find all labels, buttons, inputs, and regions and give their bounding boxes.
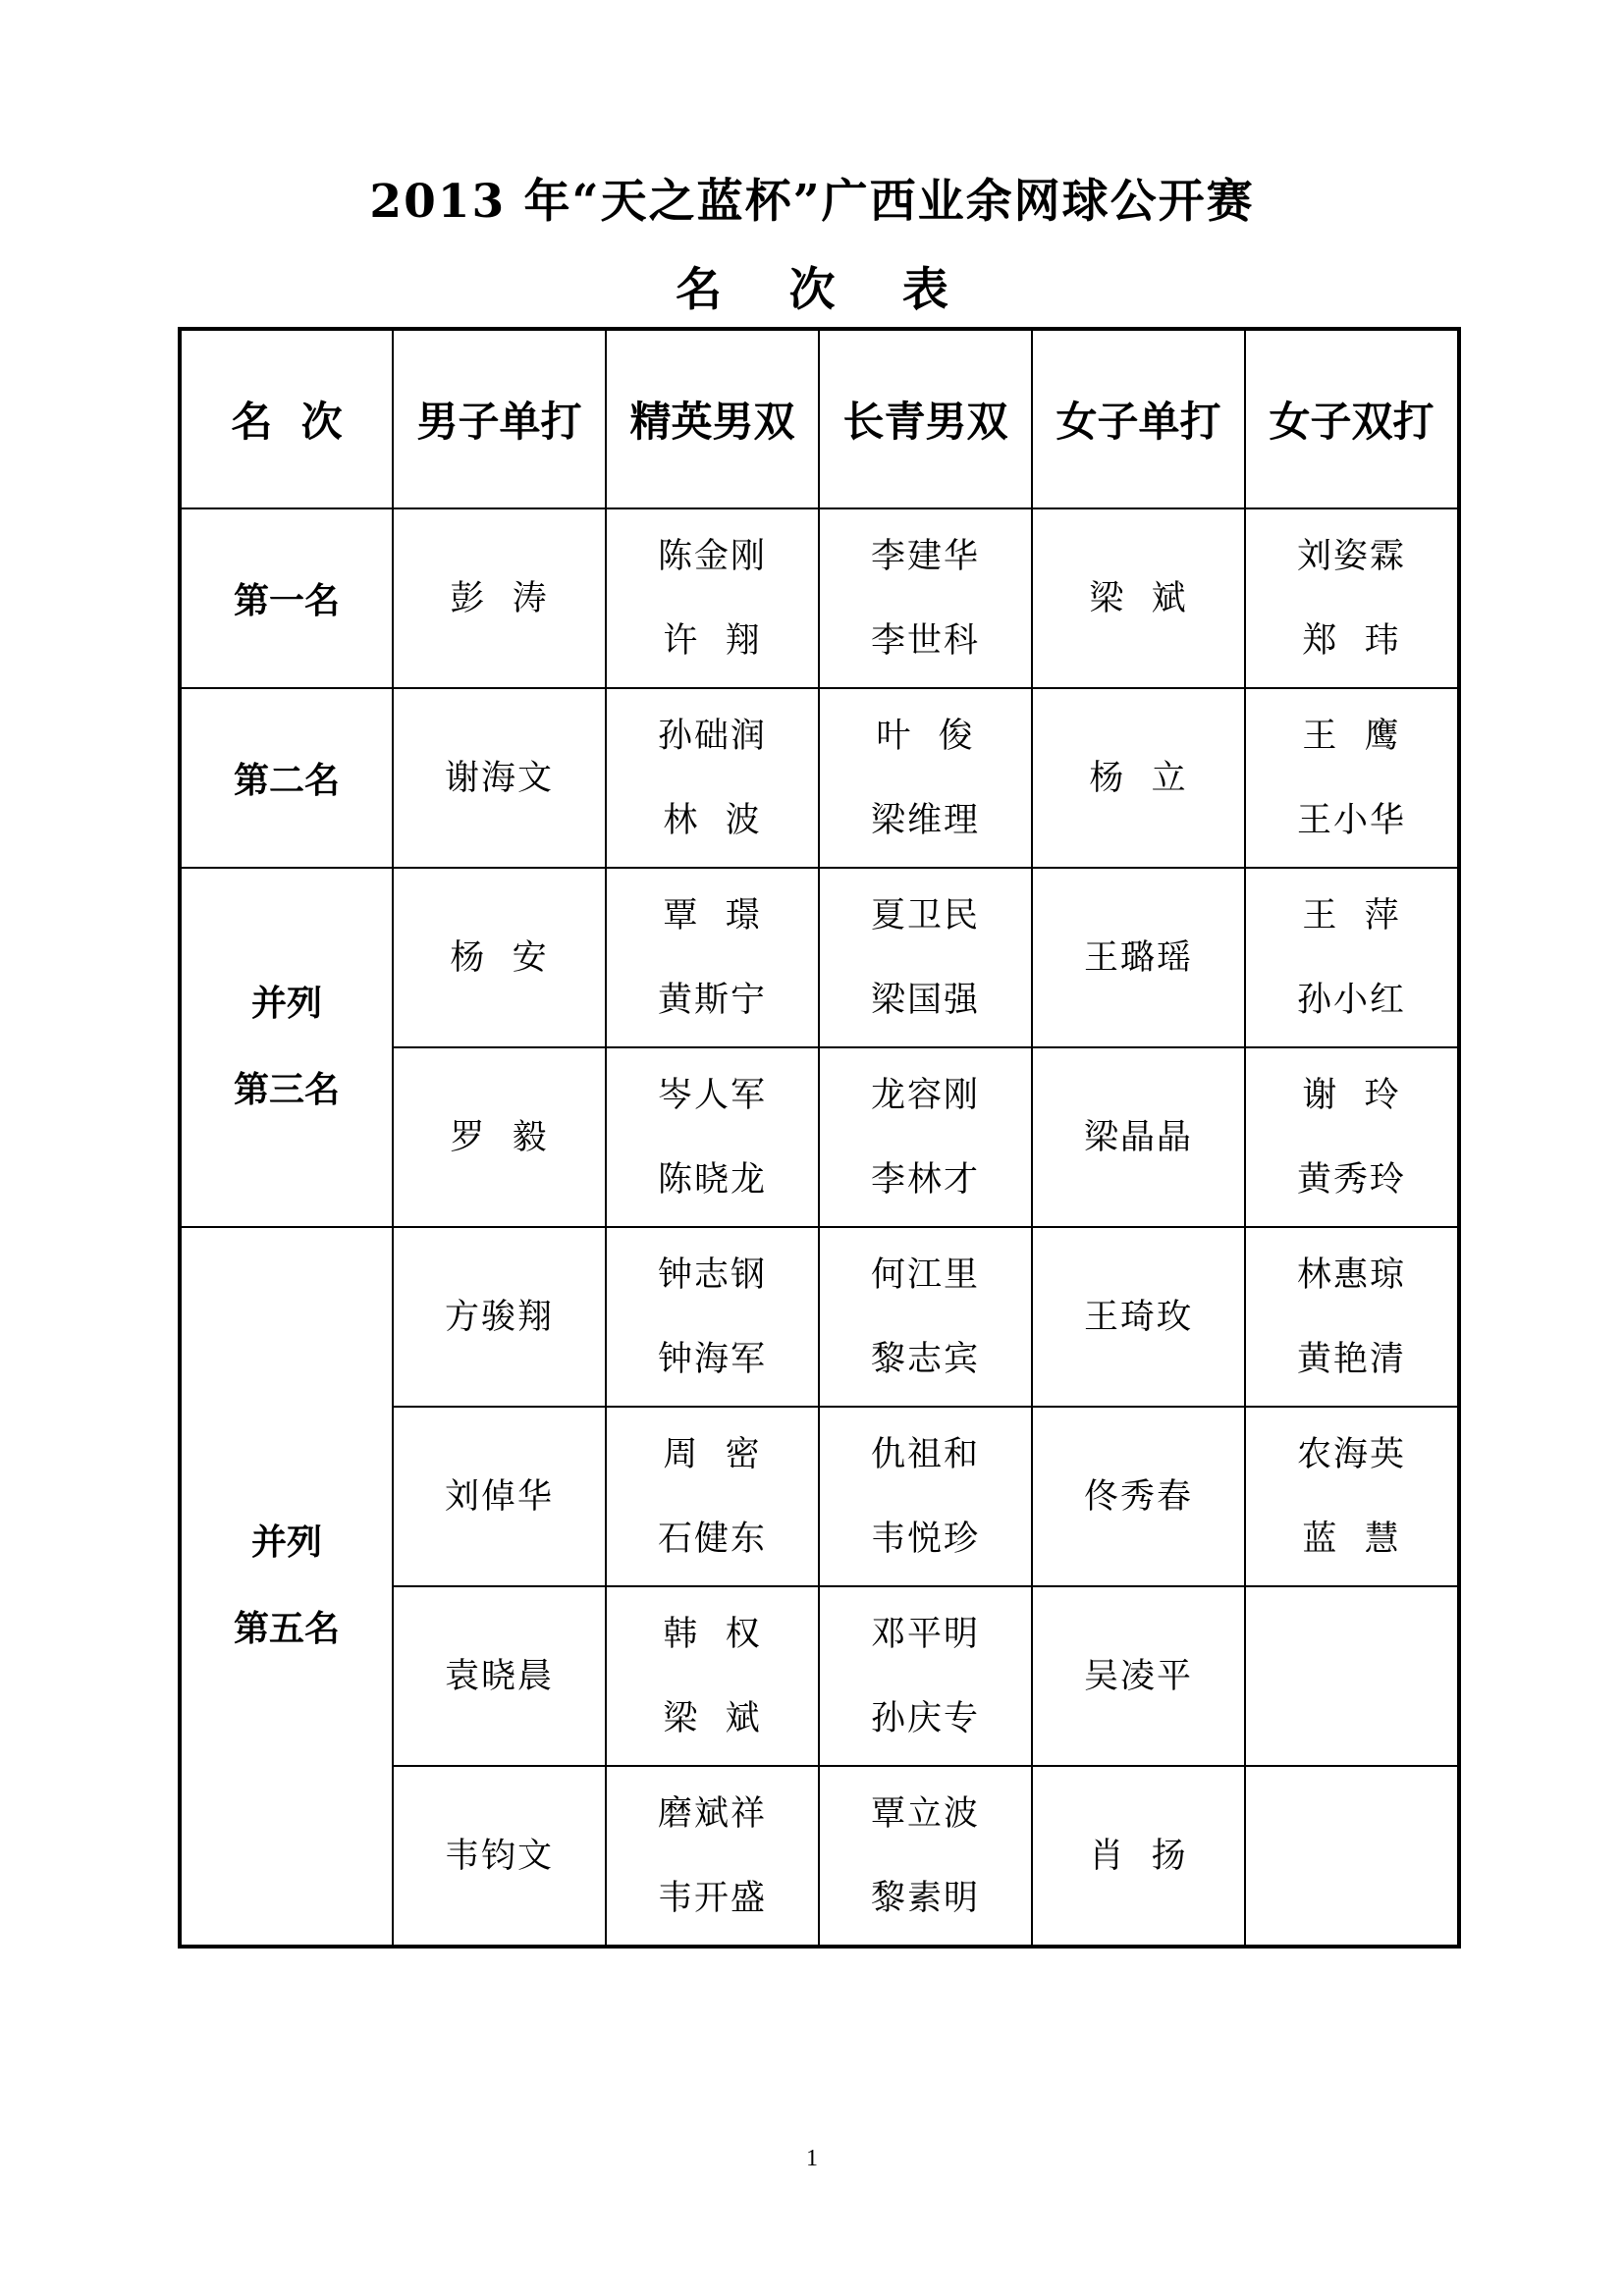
womens-doubles-cell <box>1245 508 1459 688</box>
mens-singles-cell <box>393 688 606 868</box>
senior-doubles-cell <box>819 1407 1032 1586</box>
womens-singles-cell <box>1032 1047 1245 1227</box>
page-number: 1 <box>806 2146 818 2171</box>
player-name: 谢 玲 <box>1302 1075 1401 1115</box>
player-name: 杨 安 <box>450 937 549 978</box>
elite-doubles-cell <box>606 508 819 688</box>
table-row <box>180 508 1459 688</box>
table-row <box>180 868 1459 1047</box>
player-name: 黎素明 <box>870 1878 980 1918</box>
header-senior-mens-doubles: 长青男双 <box>819 329 1032 508</box>
womens-doubles-cell <box>1245 688 1459 868</box>
rank-label: 并列 <box>250 1522 322 1563</box>
player-name: 王小华 <box>1296 800 1406 840</box>
womens-singles-cell <box>1032 868 1245 1047</box>
player-name: 韦钧文 <box>444 1836 554 1876</box>
document-subtitle: 名 次 表 <box>676 263 974 317</box>
senior-doubles-cell <box>819 508 1032 688</box>
elite-doubles-cell <box>606 1407 819 1586</box>
player-name: 刘姿霖 <box>1296 536 1406 576</box>
womens-doubles-cell <box>1245 1227 1459 1407</box>
womens-doubles-cell <box>1245 1766 1459 1947</box>
player-name: 孙础润 <box>657 716 767 756</box>
rank-label: 第三名 <box>233 1070 340 1110</box>
header-womens-doubles: 女子双打 <box>1245 329 1459 508</box>
player-name: 王璐瑶 <box>1083 937 1193 978</box>
womens-singles-cell <box>1032 1407 1245 1586</box>
elite-doubles-cell <box>606 1047 819 1227</box>
player-name: 仇祖和 <box>870 1434 980 1474</box>
player-name: 黎志宾 <box>870 1339 980 1379</box>
elite-doubles-cell <box>606 868 819 1047</box>
womens-doubles-cell <box>1245 1407 1459 1586</box>
elite-doubles-cell <box>606 688 819 868</box>
player-name: 梁维理 <box>870 800 980 840</box>
player-name: 孙庆专 <box>870 1698 980 1738</box>
player-name: 周 密 <box>663 1434 762 1474</box>
elite-doubles-cell <box>606 1766 819 1947</box>
header-womens-singles: 女子单打 <box>1032 329 1245 508</box>
womens-doubles-cell <box>1245 868 1459 1047</box>
player-name: 王 萍 <box>1302 895 1401 935</box>
player-name: 韦悦珍 <box>870 1519 980 1559</box>
player-name: 袁晓晨 <box>444 1656 554 1696</box>
player-name: 陈晓龙 <box>657 1159 767 1200</box>
ranking-table <box>178 327 1461 1949</box>
senior-doubles-cell <box>819 1047 1032 1227</box>
player-name: 杨 立 <box>1089 758 1188 798</box>
player-name: 罗 毅 <box>450 1117 549 1157</box>
mens-singles-cell <box>393 1227 606 1407</box>
player-name: 覃立波 <box>870 1793 980 1834</box>
player-name: 李世科 <box>870 620 980 661</box>
header-rank: 名 次 <box>180 329 393 508</box>
player-name: 王 鹰 <box>1302 716 1401 756</box>
player-name: 佟秀春 <box>1083 1476 1193 1517</box>
player-name: 吴凌平 <box>1083 1656 1193 1696</box>
player-name: 梁国强 <box>870 980 980 1020</box>
player-name: 农海英 <box>1296 1434 1406 1474</box>
womens-doubles-cell <box>1245 1586 1459 1766</box>
player-name: 黄斯宁 <box>657 980 767 1020</box>
womens-singles-cell <box>1032 508 1245 688</box>
rank-label: 并列 <box>250 984 322 1024</box>
player-name: 陈金刚 <box>657 536 767 576</box>
player-name: 王琦玫 <box>1083 1297 1193 1337</box>
player-name: 李林才 <box>870 1159 980 1200</box>
player-name: 夏卫民 <box>870 895 980 935</box>
header-row <box>180 329 1459 508</box>
header-mens-singles: 男子单打 <box>393 329 606 508</box>
player-name: 韦开盛 <box>657 1878 767 1918</box>
senior-doubles-cell <box>819 868 1032 1047</box>
table-row <box>180 1227 1459 1407</box>
mens-singles-cell <box>393 508 606 688</box>
player-name: 梁晶晶 <box>1083 1117 1193 1157</box>
mens-singles-cell <box>393 868 606 1047</box>
senior-doubles-cell <box>819 1227 1032 1407</box>
player-name: 蓝 慧 <box>1302 1519 1401 1559</box>
player-name: 黄秀玲 <box>1296 1159 1406 1200</box>
mens-singles-cell <box>393 1586 606 1766</box>
player-name: 钟海军 <box>657 1339 767 1379</box>
player-name: 彭 涛 <box>450 578 549 618</box>
player-name: 邓平明 <box>870 1614 980 1654</box>
mens-singles-cell <box>393 1047 606 1227</box>
player-name: 梁 斌 <box>663 1698 762 1738</box>
rank-label: 第五名 <box>233 1609 340 1649</box>
player-name: 石健东 <box>657 1519 767 1559</box>
womens-singles-cell <box>1032 688 1245 868</box>
player-name: 孙小红 <box>1296 980 1406 1020</box>
senior-doubles-cell <box>819 1766 1032 1947</box>
player-name: 龙容刚 <box>870 1075 980 1115</box>
rank-cell <box>180 1227 393 1947</box>
rank-cell: 第二名 <box>180 688 393 868</box>
senior-doubles-cell <box>819 1586 1032 1766</box>
player-name: 方骏翔 <box>444 1297 554 1337</box>
header-elite-mens-doubles: 精英男双 <box>606 329 819 508</box>
senior-doubles-cell <box>819 688 1032 868</box>
rank-cell <box>180 868 393 1227</box>
rank-cell: 第一名 <box>180 508 393 688</box>
mens-singles-cell <box>393 1766 606 1947</box>
player-name: 覃 璟 <box>663 895 762 935</box>
womens-singles-cell <box>1032 1766 1245 1947</box>
womens-singles-cell <box>1032 1586 1245 1766</box>
player-name: 肖 扬 <box>1089 1836 1188 1876</box>
document-title: 2013 年“天之蓝杯”广西业余网球公开赛 <box>369 175 1255 229</box>
player-name: 谢海文 <box>444 758 554 798</box>
player-name: 林惠琼 <box>1296 1255 1406 1295</box>
womens-singles-cell <box>1032 1227 1245 1407</box>
player-name: 郑 玮 <box>1302 620 1401 661</box>
player-name: 梁 斌 <box>1089 578 1188 618</box>
player-name: 磨斌祥 <box>657 1793 767 1834</box>
player-name: 韩 权 <box>663 1614 762 1654</box>
player-name: 林 波 <box>663 800 762 840</box>
elite-doubles-cell <box>606 1586 819 1766</box>
player-name: 叶 俊 <box>876 716 975 756</box>
player-name: 岑人军 <box>657 1075 767 1115</box>
player-name: 何江里 <box>870 1255 980 1295</box>
player-name: 钟志钢 <box>657 1255 767 1295</box>
womens-doubles-cell <box>1245 1047 1459 1227</box>
player-name: 许 翔 <box>663 620 762 661</box>
elite-doubles-cell <box>606 1227 819 1407</box>
mens-singles-cell <box>393 1407 606 1586</box>
table-row <box>180 688 1459 868</box>
player-name: 刘倬华 <box>444 1476 554 1517</box>
player-name: 黄艳清 <box>1296 1339 1406 1379</box>
player-name: 李建华 <box>870 536 980 576</box>
